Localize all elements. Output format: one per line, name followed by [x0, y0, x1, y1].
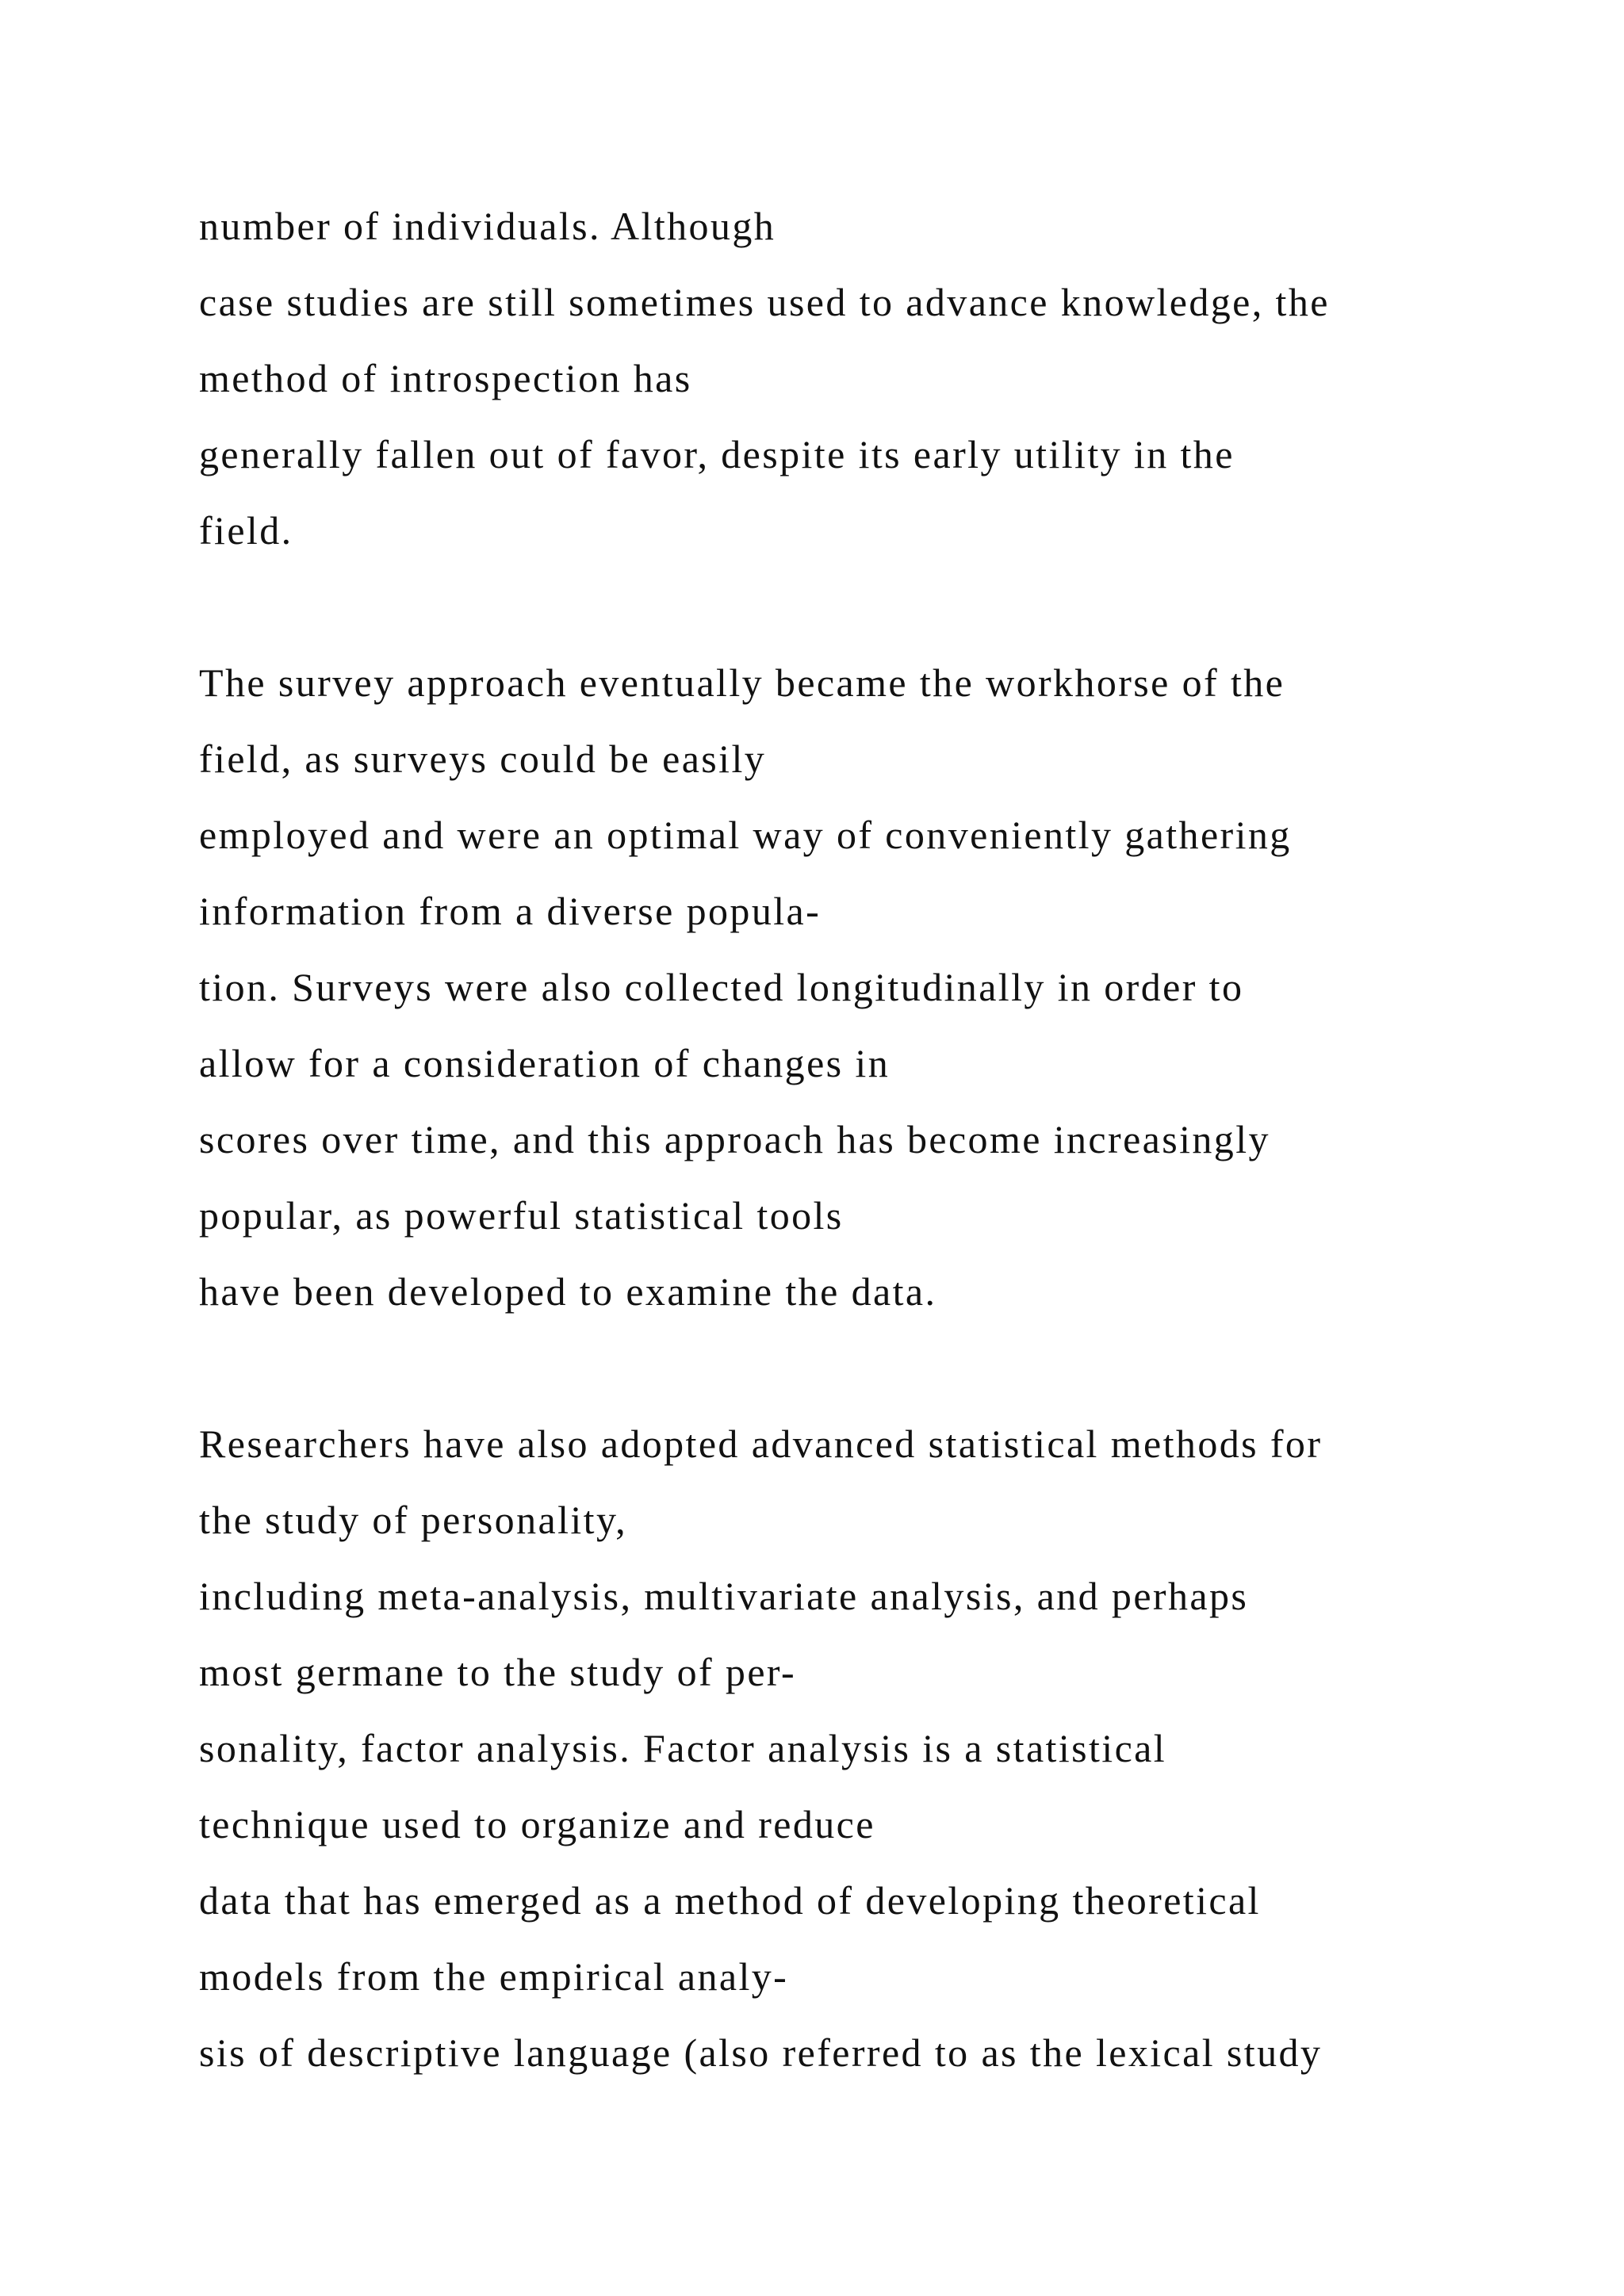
text-line: field.: [199, 508, 293, 553]
text-line: method of introspection has: [199, 356, 692, 400]
text-line: number of individuals. Although: [199, 204, 776, 248]
text-line: The survey approach eventually became the workhorse of the: [199, 660, 1285, 705]
text-line: the study of personality,: [199, 1498, 628, 1542]
text-line: tion. Surveys were also collected longitudinally in order to: [199, 965, 1244, 1009]
text-line: scores over time, and this approach has become increasingly: [199, 1117, 1270, 1161]
text-line: technique used to organize and reduce: [199, 1802, 875, 1846]
text-line: case studies are still sometimes used to advance knowledge, the: [199, 280, 1330, 324]
paragraph-statistical-methods: [199, 1406, 1624, 2091]
paragraph-survey-approach: [199, 645, 1624, 1330]
text-line: employed and were an optimal way of conveniently gathering: [199, 813, 1292, 857]
text-line: models from the empirical analy-: [199, 1954, 789, 1999]
text-line: information from a diverse popula-: [199, 889, 822, 933]
text-line: popular, as powerful statistical tools: [199, 1193, 844, 1238]
paragraph-introspection: [199, 188, 1624, 568]
text-line: data that has emerged as a method of developing theoretical: [199, 1878, 1261, 1923]
text-line: Researchers have also adopted advanced statistical methods for: [199, 1422, 1323, 1466]
text-line: sis of descriptive language (also referred to as the lexical study: [199, 2030, 1323, 2075]
text-line: most germane to the study of per-: [199, 1650, 797, 1694]
text-line: allow for a consideration of changes in: [199, 1041, 891, 1085]
text-line: sonality, factor analysis. Factor analysis is a statistical: [199, 1726, 1167, 1770]
text-line: field, as surveys could be easily: [199, 737, 767, 781]
text-line: generally fallen out of favor, despite its early utility in the: [199, 432, 1235, 476]
text-line: including meta-analysis, multivariate analysis, and perhaps: [199, 1574, 1249, 1618]
text-line: have been developed to examine the data.: [199, 1269, 937, 1314]
